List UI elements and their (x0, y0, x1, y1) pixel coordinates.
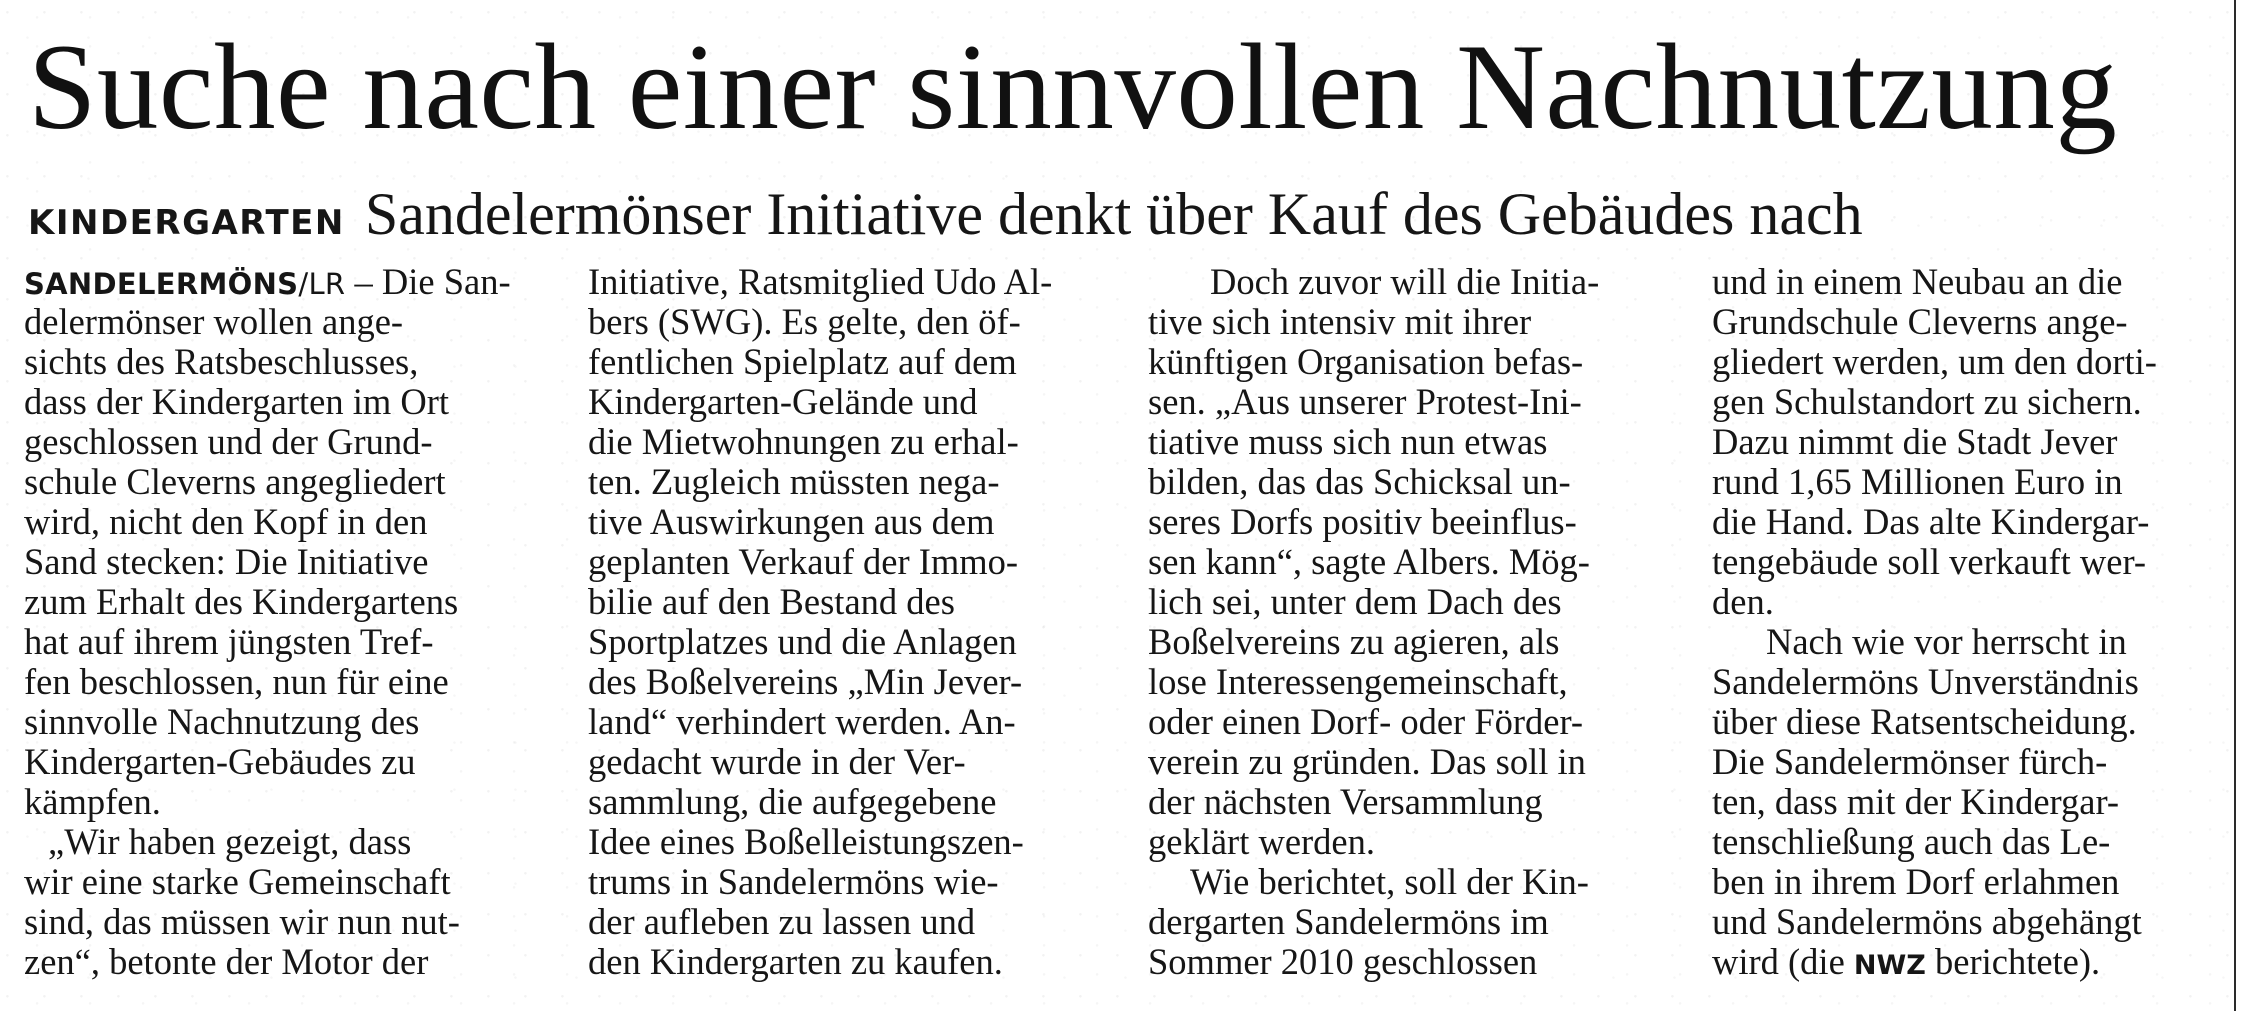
column-line: den Kindergarten zu kaufen. (588, 941, 1003, 982)
column-line: tenschließung auch das Le- (1712, 821, 2111, 862)
column-line: Grundschule Cleverns ange- (1712, 301, 2128, 342)
column-line: gen Schulstandort zu sichern. (1712, 381, 2142, 422)
column-line: ten, dass mit der Kindergar- (1712, 781, 2120, 822)
page-edge (2234, 0, 2248, 1011)
article-column-2 (588, 262, 1108, 1011)
column-line: geschlossen und der Grund- (24, 421, 433, 462)
column-line: sichts des Ratsbeschlusses, (24, 341, 419, 382)
column-line: über diese Ratsentscheidung. (1712, 701, 2137, 742)
column-line: Kindergarten-Gebäudes zu (24, 741, 416, 782)
column-line: Wie berichtet, soll der Kin- (1190, 861, 1589, 902)
article-column-1 (24, 262, 544, 1011)
column-line: zen“, betonte der Motor der (24, 941, 429, 982)
column-line: geklärt werden. (1148, 821, 1376, 862)
kicker: KINDERGARTEN (28, 203, 345, 243)
column-line-tail: berichtete). (1925, 941, 2101, 982)
column-line: Sand stecken: Die Initiative (24, 541, 429, 582)
column-line: tive sich intensiv mit ihrer (1148, 301, 1532, 342)
column-line: die Mietwohnungen zu erhal- (588, 421, 1019, 462)
column-line: gedacht wurde in der Ver- (588, 741, 966, 782)
headline: Suche nach einer sinnvollen Nachnutzung (28, 18, 2118, 155)
article-column-4 (1712, 262, 2232, 1011)
column-line-text: wird (die (1712, 941, 1854, 982)
column-line (1712, 942, 2232, 982)
column-line: die Hand. Das alte Kindergar- (1712, 501, 2150, 542)
column-line (24, 262, 544, 302)
column-line: geplanten Verkauf der Immo- (588, 541, 1019, 582)
column-line: des Boßelvereins „Min Jever- (588, 661, 1023, 702)
column-line: der nächsten Versammlung (1148, 781, 1543, 822)
column-line: lose Interessengemeinschaft, (1148, 661, 1568, 702)
column-line: ben in ihrem Dorf erlahmen (1712, 861, 2120, 902)
column-line: verein zu gründen. Das soll in (1148, 741, 1586, 782)
column-line: Sandelermöns Unverständnis (1712, 661, 2139, 702)
source-mark: NWZ (1853, 950, 1926, 981)
column-line: rund 1,65 Millionen Euro in (1712, 461, 2123, 502)
dateline-agency: LR (308, 267, 346, 301)
column-line: Idee eines Boßelleistungszen- (588, 821, 1024, 862)
column-line: hat auf ihrem jüngsten Tref- (24, 621, 434, 662)
column-line: Sportplatzes und die Anlagen (588, 621, 1017, 662)
column-line: der aufleben zu lassen und (588, 901, 976, 942)
column-line: Die Sandelermönser fürch- (1712, 741, 2108, 782)
column-line: fentlichen Spielplatz auf dem (588, 341, 1017, 382)
column-line: und Sandelermöns abgehängt (1712, 901, 2142, 942)
column-line: wird, nicht den Kopf in den (24, 501, 428, 542)
column-line: dergarten Sandelermöns im (1148, 901, 1549, 942)
column-line: tive Auswirkungen aus dem (588, 501, 995, 542)
column-line: land“ verhindert werden. An- (588, 701, 1016, 742)
column-line: Doch zuvor will die Initia- (1210, 262, 1600, 302)
column-line: gliedert werden, um den dorti- (1712, 341, 2157, 382)
column-line: tengebäude soll verkauft wer- (1712, 541, 2147, 582)
column-line: sinnvolle Nachnutzung des (24, 701, 420, 742)
column-line: sen. „Aus unserer Protest-Ini- (1148, 381, 1582, 422)
column-line: bers (SWG). Es gelte, den öf- (588, 301, 1021, 342)
column-line: ten. Zugleich müssten nega- (588, 461, 1000, 502)
column-line-text: – Die San- (345, 262, 511, 302)
column-line: Sommer 2010 geschlossen (1148, 941, 1538, 982)
column-line: den. (1712, 581, 1774, 622)
subline (28, 178, 2228, 265)
column-line: tiative muss sich nun etwas (1148, 421, 1548, 462)
column-line: „Wir haben gezeigt, dass (48, 821, 412, 862)
column-line: seres Dorfs positiv beeinflus- (1148, 501, 1577, 542)
column-line: bilie auf den Bestand des (588, 581, 955, 622)
dateline-place: SANDELERMÖNS (24, 267, 299, 301)
column-line: wir eine starke Gemeinschaft (24, 861, 451, 902)
column-line: trums in Sandelermöns wie- (588, 861, 999, 902)
column-line: Boßelvereins zu agieren, als (1148, 621, 1560, 662)
column-line: und in einem Neubau an die (1712, 262, 2123, 302)
column-line: künftigen Organisation befas- (1148, 341, 1584, 382)
column-line: delermönser wollen ange- (24, 301, 404, 342)
column-line: schule Cleverns angegliedert (24, 461, 446, 502)
column-line: Nach wie vor herrscht in (1766, 621, 2127, 662)
column-line: sen kann“, sagte Albers. Mög- (1148, 541, 1590, 582)
column-line: oder einen Dorf- oder Förder- (1148, 701, 1584, 742)
column-line: sind, das müssen wir nun nut- (24, 901, 460, 942)
column-line: lich sei, unter dem Dach des (1148, 581, 1562, 622)
column-line: Dazu nimmt die Stadt Jever (1712, 421, 2118, 462)
column-line: bilden, das das Schicksal un- (1148, 461, 1571, 502)
article-column-3 (1148, 262, 1668, 1011)
column-line: Initiative, Ratsmitglied Udo Al- (588, 262, 1053, 302)
dateline-separator: / (298, 267, 309, 301)
column-line: zum Erhalt des Kindergartens (24, 581, 459, 622)
column-line: sammlung, die aufgegebene (588, 781, 997, 822)
subtitle: Sandelermönser Initiative denkt über Kauf des Gebäudes nach (364, 181, 1863, 247)
column-line: kämpfen. (24, 781, 161, 822)
column-line: fen beschlossen, nun für eine (24, 661, 449, 702)
column-line: Kindergarten-Gelände und (588, 381, 978, 422)
column-line: dass der Kindergarten im Ort (24, 381, 450, 422)
